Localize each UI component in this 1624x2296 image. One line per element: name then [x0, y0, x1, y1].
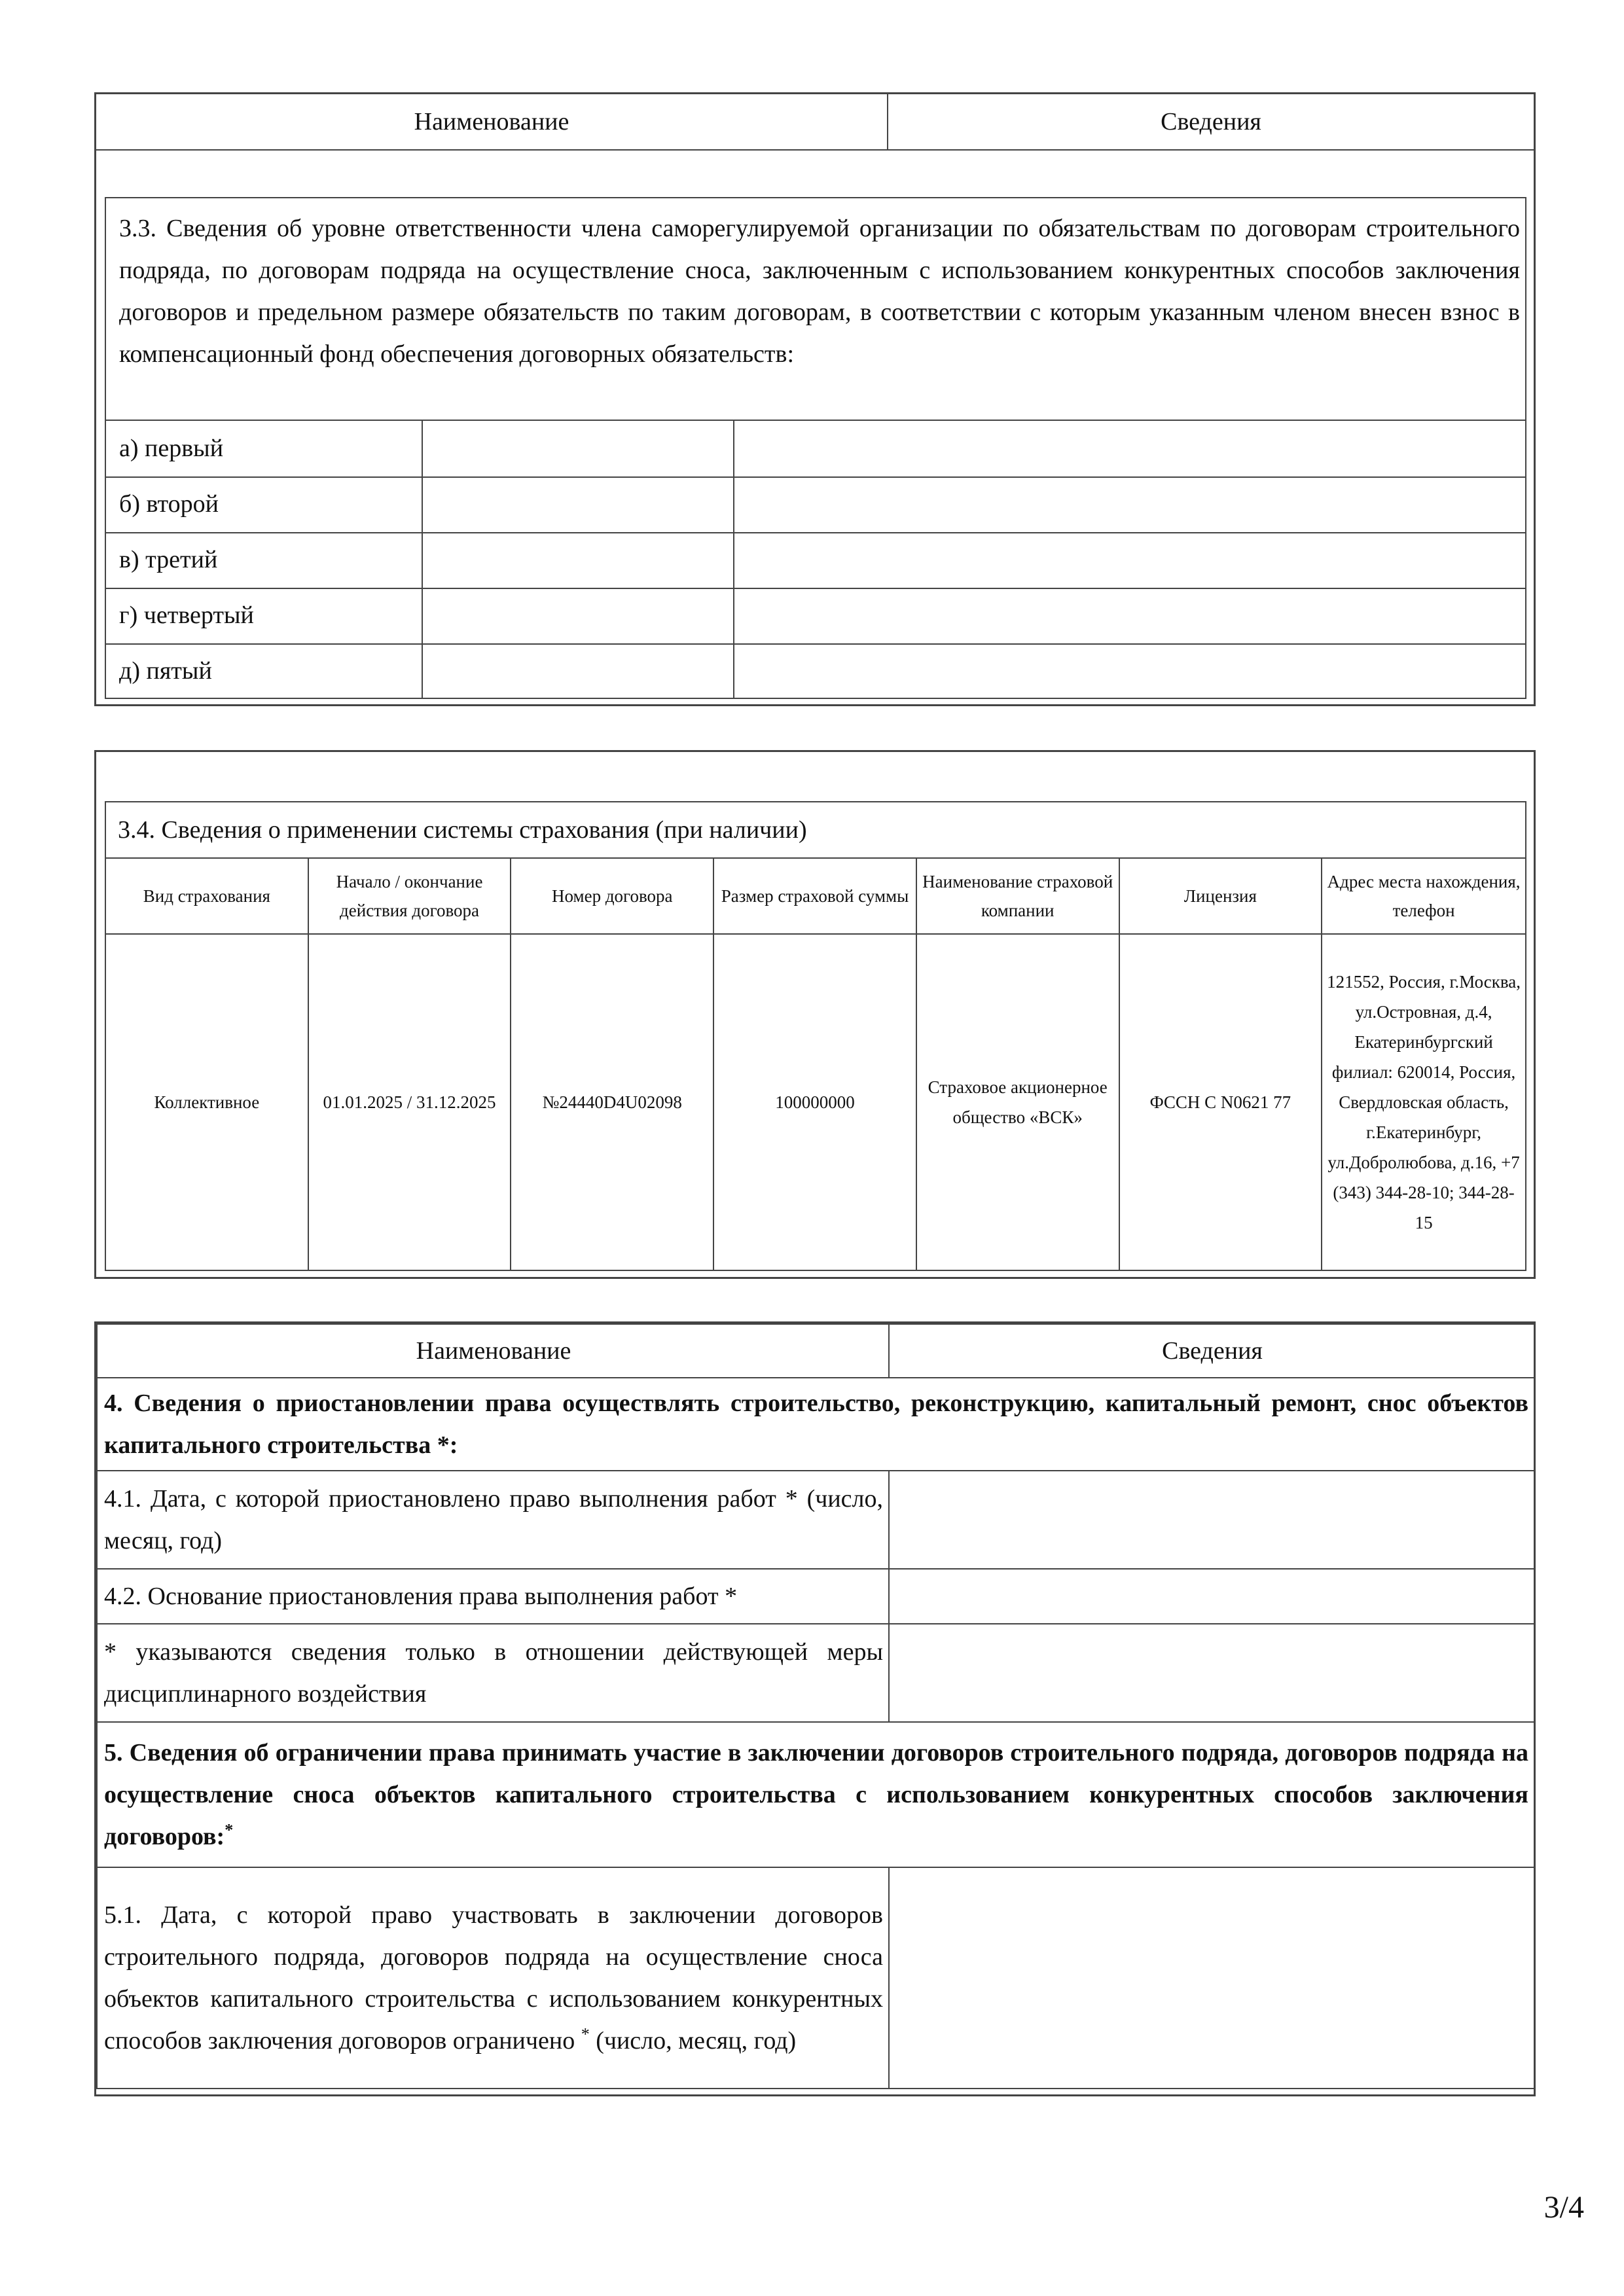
item-5-1-tail: (число, месяц, год) — [596, 2027, 797, 2054]
page-number: 3/4 — [1543, 2190, 1584, 2225]
section-5-heading — [97, 1722, 1534, 1867]
contract-period: 01.01.2025 / 31.12.2025 — [308, 934, 511, 1270]
contract-number: №24440D4U02098 — [511, 934, 713, 1270]
level-mark-cell — [424, 643, 734, 699]
table-header — [96, 94, 1534, 151]
insurance-company: Страховое акционерное общество «ВСК» — [916, 934, 1119, 1270]
item-4-1-value — [889, 1471, 1534, 1569]
insurance-table — [105, 801, 1526, 1271]
header-name: Наименование — [97, 1324, 889, 1378]
item-5-1-text: 5.1. Дата, с которой право участвовать в заключении договоров строительного подряда, договоров подряда на осуществление сноса объектов капитального строительства с использованием конкурентных способов заключения договоров ограничено — [104, 1901, 883, 2054]
section-5-text: 5. Сведения об ограничении права принимать участие в заключении договоров строительного подряда, договоров подряда на осуществление сноса объектов капитального строительства с использованием конкурентных способов заключения договоров: — [104, 1739, 1528, 1850]
insurance-title: 3.4. Сведения о применении системы страхования (при наличии) — [105, 802, 1526, 858]
company-address: 121552, Россия, г.Москва, ул.Островная, д.4, Екатеринбургский филиал: 620014, Россия, Свердловская область, г.Екатеринбург, ул.Добролюбова, д.16, +7 (343) 344-28-10; 344-28-15 — [1322, 934, 1526, 1270]
section-3-4 — [105, 801, 1526, 1271]
insurance-type: Коллективное — [105, 934, 308, 1270]
footnote-value — [889, 1624, 1534, 1722]
level-row-2 — [106, 476, 1525, 533]
level-mark-cell — [424, 588, 734, 643]
level-label: а) первый — [106, 421, 423, 476]
column-header: Адрес места нахождения, телефон — [1322, 858, 1526, 934]
column-header: Наименование страховой компании — [916, 858, 1119, 934]
level-label: д) пятый — [106, 643, 423, 699]
insurance-block — [94, 750, 1536, 1279]
section-3-3 — [105, 197, 1526, 699]
level-label: в) третий — [106, 532, 423, 588]
level-row-5 — [106, 643, 1525, 699]
level-mark-cell — [424, 532, 734, 588]
sections-4-5-table — [96, 1323, 1535, 2089]
header-info: Сведения — [889, 1324, 1534, 1378]
item-5-1-value — [889, 1867, 1534, 2089]
section-3-3-text: 3.3. Сведения об уровне ответственности члена саморегулируемой организации по обязательствам по договорам строительного подряда, по договорам подряда на осуществление сноса, заключенным с использованием конкурентных способов заключения договоров и предельном размере обязательств по таким договорам, в соответствии с которым указанным членом внесен взнос в компенсационный фонд обеспечения договорных обязательств: — [106, 198, 1525, 421]
column-header: Размер страховой суммы — [713, 858, 916, 934]
header-name: Наименование — [96, 94, 888, 149]
level-label: б) второй — [106, 476, 423, 532]
header-info: Сведения — [1161, 108, 1261, 135]
level-mark-cell — [424, 476, 734, 532]
level-label: г) четвертый — [106, 588, 423, 643]
column-header: Лицензия — [1119, 858, 1322, 934]
column-header: Начало / окончание действия договора — [308, 858, 511, 934]
item-4-1-label: 4.1. Дата, с которой приостановлено право выполнения работ * (число, месяц, год) — [97, 1471, 889, 1569]
column-header: Вид страхования — [105, 858, 308, 934]
level-mark-cell — [424, 421, 734, 476]
level-row-4 — [106, 588, 1525, 645]
license-number: ФССН С N0621 77 — [1119, 934, 1322, 1270]
item-5-1-asterisk: * — [581, 2024, 590, 2044]
responsibility-level-table — [94, 92, 1536, 706]
table-header — [97, 1324, 1534, 1378]
level-row-3 — [106, 532, 1525, 589]
suspension-restriction-table — [94, 1321, 1536, 2096]
item-5-1-label — [97, 1867, 889, 2089]
footnote-text: * указываются сведения только в отношении действующей меры дисциплинарного воздействия — [97, 1624, 889, 1722]
item-4-2-label: 4.2. Основание приостановления права выполнения работ * — [97, 1569, 889, 1624]
section-4-heading: 4. Сведения о приостановлении права осуществлять строительство, реконструкцию, капитальный ремонт, снос объектов капитального строительства *: — [97, 1378, 1534, 1471]
item-4-2-value — [889, 1569, 1534, 1624]
level-row-1 — [106, 421, 1525, 478]
insurance-header-row — [105, 858, 1526, 934]
insured-sum: 100000000 — [713, 934, 916, 1270]
insurance-data-row — [105, 934, 1526, 1270]
column-header: Номер договора — [511, 858, 713, 934]
section-5-asterisk: * — [225, 1820, 234, 1840]
